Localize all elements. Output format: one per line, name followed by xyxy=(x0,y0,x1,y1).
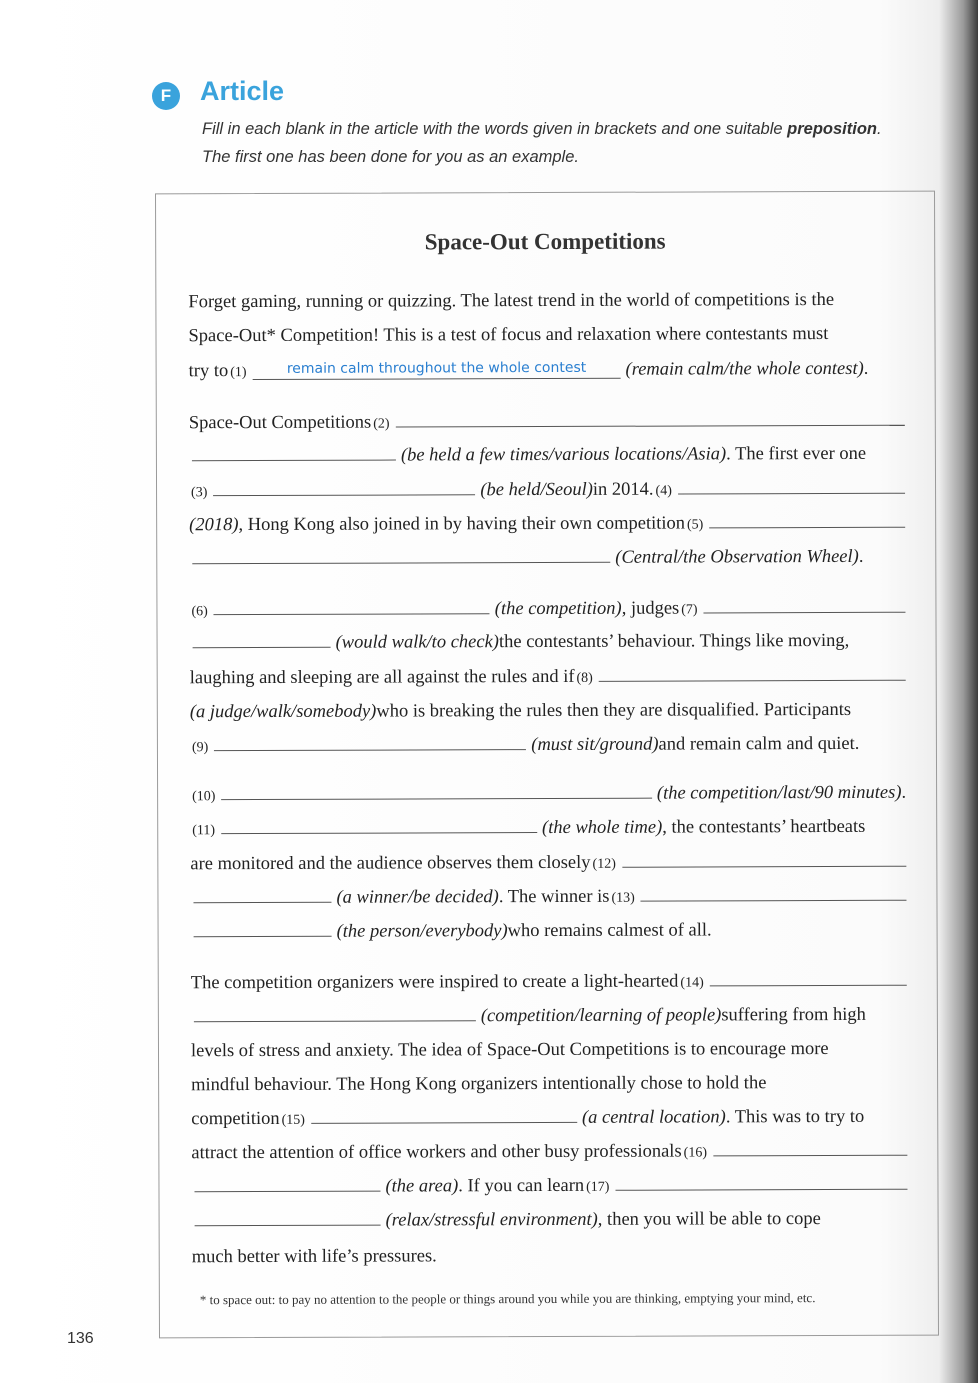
article-line xyxy=(188,283,904,311)
article-line xyxy=(189,352,905,380)
answer-blank-12-cont[interactable] xyxy=(193,901,331,903)
blank-number: (7) xyxy=(681,602,698,618)
blank-number: (13) xyxy=(611,890,635,906)
blank-number: (10) xyxy=(192,789,216,805)
text: . xyxy=(863,358,869,379)
text: , Hong Kong also joined in by having their own competition xyxy=(238,513,686,535)
answer-blank-7[interactable] xyxy=(704,611,906,614)
article-line xyxy=(190,879,906,907)
answer-blank-5[interactable] xyxy=(709,526,905,529)
section-title: Article xyxy=(200,76,285,106)
hint-15: (a central location) xyxy=(581,1106,726,1128)
text: Space-Out Competitions xyxy=(188,412,372,433)
answer-blank-2[interactable] xyxy=(396,424,905,428)
hint-1: (remain calm/the whole contest) xyxy=(625,358,864,380)
text: are monitored and the audience observes them closely xyxy=(190,852,591,874)
hint-4: (2018) xyxy=(189,514,239,535)
text: , then you will be able to cope xyxy=(597,1208,821,1230)
answer-blank-8[interactable] xyxy=(599,679,906,682)
footnote: * to space out: to pay no attention to the people or things around you while you are thinking, emptying your mind, etc. xyxy=(199,1290,816,1308)
answer-blank-16[interactable] xyxy=(713,1154,907,1157)
article-line xyxy=(191,1032,907,1060)
article-line xyxy=(190,845,906,873)
text: who remains calmest of all. xyxy=(507,919,712,941)
article-line xyxy=(190,810,906,838)
article-line xyxy=(189,591,905,619)
article-line xyxy=(191,1168,907,1196)
text: Forget gaming, running or quizzing. The latest trend in the world of competitions is the xyxy=(188,289,835,312)
text: try to xyxy=(188,360,229,381)
blank-number: (8) xyxy=(576,670,593,686)
answer-blank-17[interactable] xyxy=(615,1188,907,1191)
article-line xyxy=(190,624,906,652)
article-line xyxy=(191,913,907,941)
text: the contestants’ behaviour. Things like moving, xyxy=(498,630,850,652)
instructions-text: Fill in each blank in the article with the words given in brackets and one suitable xyxy=(202,120,788,138)
blank-number: (6) xyxy=(191,604,208,620)
blank-number: (1) xyxy=(230,365,247,381)
hint-12: (a winner/be decided) xyxy=(336,886,499,908)
article-line xyxy=(191,1134,907,1162)
article-line xyxy=(191,998,907,1026)
hint-6: (the competition) xyxy=(494,598,622,619)
text: . xyxy=(858,546,864,567)
answer-blank-9[interactable] xyxy=(214,748,526,751)
text: . The winner is xyxy=(498,886,610,907)
answer-blank-16-cont[interactable] xyxy=(194,1190,380,1193)
article-line xyxy=(190,659,906,687)
article-line xyxy=(190,693,906,721)
text: levels of stress and anxiety. The idea of Space-Out Competitions is to encourage more xyxy=(190,1038,829,1061)
answer-blank-5-cont[interactable] xyxy=(192,561,610,564)
article-line xyxy=(189,404,905,432)
instructions-period: . xyxy=(877,120,882,138)
answer-blank-7-cont[interactable] xyxy=(193,646,331,648)
text: suffering from high xyxy=(721,1004,866,1025)
hint-2: (be held a few times/various locations/Asia) xyxy=(400,443,727,466)
text: competition xyxy=(191,1108,280,1129)
instructions-line-2: The first one has been done for you as an example. xyxy=(202,148,579,166)
answer-blank-4[interactable] xyxy=(678,492,905,495)
text: and remain calm and quiet. xyxy=(658,733,860,755)
answer-1: remain calm throughout the whole contest xyxy=(252,361,620,380)
hint-3: (be held/Seoul) xyxy=(480,479,593,500)
answer-blank-15[interactable] xyxy=(311,1121,577,1124)
text: mindful behaviour. The Hong Kong organizers intentionally chose to hold the xyxy=(191,1072,767,1095)
blank-number: (9) xyxy=(191,740,209,756)
article-line xyxy=(188,317,904,345)
article-line xyxy=(189,437,905,465)
text: much better with life’s pressures. xyxy=(191,1245,437,1267)
answer-blank-10[interactable] xyxy=(221,797,651,801)
text: Space-Out* Competition! This is a test of focus and relaxation where contestants must xyxy=(188,323,829,346)
article-line xyxy=(190,727,906,755)
text: . The first ever one xyxy=(726,443,867,464)
blank-number: (12) xyxy=(592,856,616,872)
hint-14: (competition/learning of people) xyxy=(480,1004,722,1026)
article-line xyxy=(192,1202,908,1230)
blank-number: (17) xyxy=(586,1179,610,1195)
hint-11: (the whole time) xyxy=(541,817,663,838)
article-line xyxy=(191,1066,907,1094)
section-badge: F xyxy=(152,82,180,110)
answer-blank-13[interactable] xyxy=(641,899,907,902)
answer-blank-11[interactable] xyxy=(221,831,537,834)
hint-5: (Central/the Observation Wheel) xyxy=(615,546,859,568)
article-line xyxy=(190,776,906,804)
text: attract the attention of office workers and other busy professionals xyxy=(191,1141,682,1163)
answer-blank-6[interactable] xyxy=(214,612,490,615)
article-line xyxy=(189,472,905,500)
hint-8: (a judge/walk/somebody) xyxy=(189,701,377,722)
blank-number: (16) xyxy=(683,1145,707,1161)
text: , the contestants’ heartbeats xyxy=(662,816,866,838)
hint-7: (would walk/to check) xyxy=(335,631,499,653)
blank-number: (3) xyxy=(191,485,208,501)
text: in 2014. xyxy=(592,479,654,500)
blank-number: (11) xyxy=(192,823,216,839)
article-title: Space-Out Competitions xyxy=(424,228,666,255)
answer-blank-3[interactable] xyxy=(213,493,475,496)
hint-16: (the area) xyxy=(385,1175,459,1197)
text: . If you can learn xyxy=(458,1175,585,1196)
blank-number: (4) xyxy=(655,483,672,499)
article-line xyxy=(192,1238,908,1266)
article-line xyxy=(189,506,905,534)
hint-13: (the person/everybody) xyxy=(336,920,508,942)
instructions-keyword: preposition xyxy=(787,120,877,138)
blank-number: (5) xyxy=(686,517,704,533)
hint-17: (relax/stressful environment) xyxy=(385,1209,598,1231)
blank-number: (15) xyxy=(281,1112,305,1128)
answer-blank-13-cont[interactable] xyxy=(194,935,332,937)
text: . xyxy=(901,782,907,803)
text: who is breaking the rules then they are disqualified. Participants xyxy=(376,699,852,722)
instructions-line-1 xyxy=(202,120,882,139)
answer-blank-14-cont[interactable] xyxy=(194,1019,476,1022)
article-line xyxy=(189,540,905,568)
text: laughing and sleeping are all against the rules and if xyxy=(189,666,575,688)
text: The competition organizers were inspired to create a light-hearted xyxy=(190,971,679,993)
answer-blank-17-cont[interactable] xyxy=(195,1224,381,1227)
answer-blank-12[interactable] xyxy=(622,865,907,868)
blank-number: (2) xyxy=(373,416,390,432)
hint-10: (the competition/last/90 minutes) xyxy=(656,782,902,804)
text: , judges xyxy=(621,598,680,619)
hint-9: (must sit/ground) xyxy=(531,734,659,755)
answer-blank-2-cont[interactable] xyxy=(192,459,396,462)
article-box xyxy=(155,191,939,1339)
text: . This was to try to xyxy=(725,1106,865,1127)
article-line xyxy=(191,964,907,992)
article-line xyxy=(191,1100,907,1128)
blank-number: (14) xyxy=(680,975,704,991)
page-number: 136 xyxy=(67,1330,94,1347)
answer-blank-14[interactable] xyxy=(710,984,907,987)
